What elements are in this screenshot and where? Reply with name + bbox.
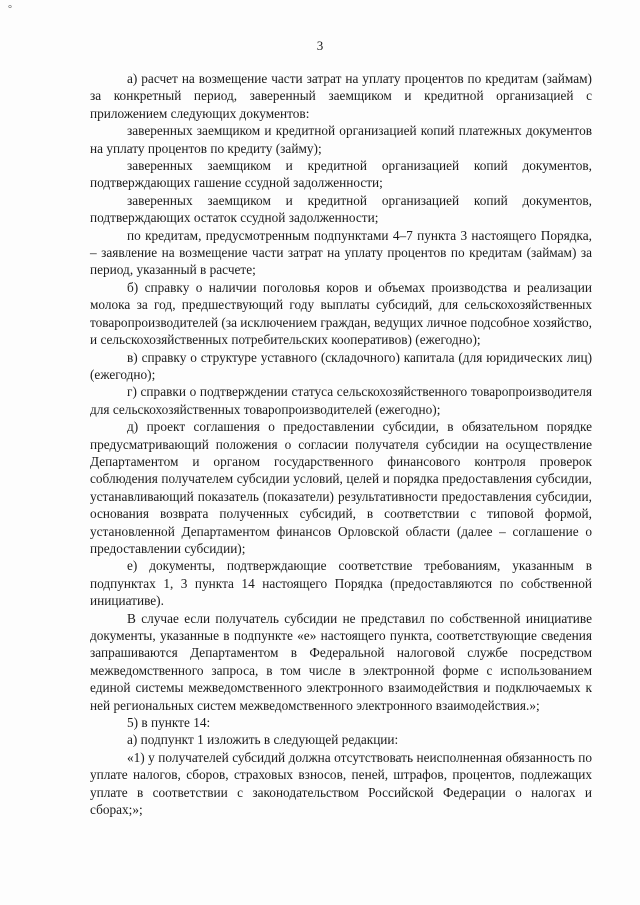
paragraph-subitem-a-calculation: а) расчет на возмещение части затрат на уплату процентов по кредитам (займам) за конкретный период, заверенный заемщиком и кредитной организацией с приложением следующих документов: [90,71,592,121]
scan-mark: ° [8,4,12,15]
paragraph-subitem-d-agreement: д) проект соглашения о предоставлении субсидии, в обязательном порядке предусматривающий положения о согласии получателя субсидии на осуществление Департаментом и органом государственного финансового контроля проверок соблюдения получателем субсидии условий, целей и порядка предоставления субсидии, устанавливающий показатель (показатели) результативности предоставления субсидии, основания возврата полученных субсидий, в соответствии с типовой формой, установленной Департаментом финансов Орловской области (далее – соглашение о предоставлении субсидии); [90,419,592,556]
paragraph-debt-repayment-documents: заверенных заемщиком и кредитной организацией копий документов, подтверждающих гашение ссудной задолженности; [90,158,592,191]
document-body [90,70,592,818]
paragraph-subitem-v-capital: в) справку о структуре уставного (складочного) капитала (для юридических лиц) (ежегодно); [90,349,592,382]
paragraph-new-subitem-1: «1) у получателей субсидий должна отсутствовать неисполненная обязанность по уплате налогов, сборов, страховых взносов, пеней, штрафов, процентов, подлежащих уплате в соответствии с законодательством Российской Федерации о налогах и сборах;»; [90,749,592,818]
page-number: 3 [316,38,324,53]
paragraph-subitem-e-documents: е) документы, подтверждающие соответствие требованиям, указанным в подпунктах 1, 3 пункта 14 настоящего Порядка (предоставляются по собственной инициативе). [90,558,592,609]
paragraph-interagency-request: В случае если получатель субсидии не представил по собственной инициативе документы, указанные в подпункте «е» настоящего пункта, соответствующие сведения запрашиваются Департаментом в Федеральной налоговой службе посредством межведомственного запроса, в том числе в электронной форме с использованием единой системы межведомственного электронного взаимодействия и подключаемых к ней региональных систем межведомственного электронного взаимодействия.»; [90,610,592,713]
paragraph-item-5-subitem-a: а) подпункт 1 изложить в следующей редакции: [127,732,399,748]
paragraph-debt-balance-documents: заверенных заемщиком и кредитной организацией копий документов, подтверждающих остаток ссудной задолженности; [90,192,592,226]
paragraph-item-5: 5) в пункте 14: [127,715,211,731]
paragraph-subitem-g-status: г) справки о подтверждении статуса сельскохозяйственного товаропроизводителя для сельскохозяйственных товаропроизводителей (ежегодно); [90,384,592,417]
paragraph-credits-application: по кредитам, предусмотренным подпунктами 4–7 пункта 3 настоящего Порядка, – заявление на возмещение части затрат на уплату процентов по кредитам (займам) за период, указанный в расчете; [90,227,592,278]
paragraph-payment-documents: заверенных заемщиком и кредитной организацией копий платежных документов на уплату процентов по кредиту (займу); [90,123,592,156]
paragraph-subitem-b-livestock: б) справку о наличии поголовья коров и объемах производства и реализации молока за год, предшествующий году выплаты субсидий, для сельскохозяйственных товаропроизводителей (за исключением граждан, ведущих личное подсобное хозяйство, и сельскохозяйственных потребительских кооперативов) (ежегодно); [90,279,592,348]
